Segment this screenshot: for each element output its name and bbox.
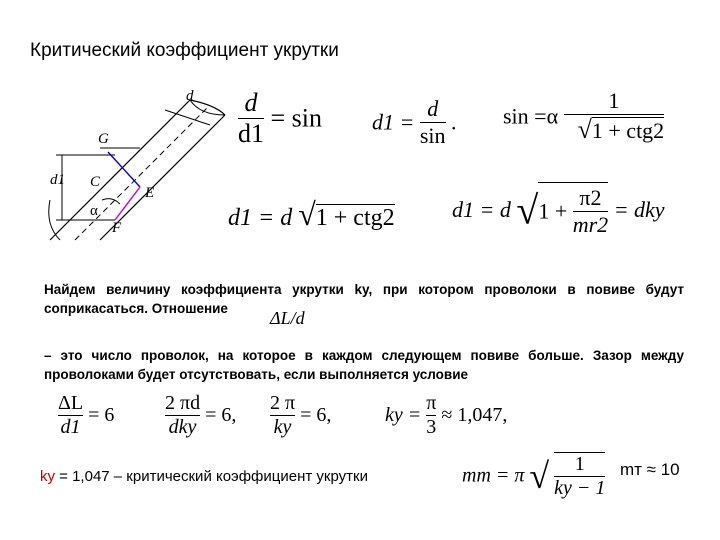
label-E: E	[145, 185, 155, 201]
mt-approx: mт ≈ 10	[620, 460, 680, 479]
c3-num: 2 π	[270, 392, 296, 414]
c4-lhs: ky =	[385, 404, 422, 426]
c4-rhs: ≈ 1,047,	[441, 404, 508, 426]
f3-radical: √1 + ctg2	[564, 114, 665, 145]
formula-2	[372, 96, 457, 149]
formula-1	[238, 88, 322, 149]
condition-3	[270, 392, 331, 439]
f1-numerator: d	[244, 88, 258, 117]
f3-lhs: sin =α	[503, 103, 559, 129]
f2-numerator: d	[427, 96, 439, 121]
f2-denominator: sin	[419, 123, 446, 148]
label-d1: d1	[50, 172, 65, 188]
condition-1	[58, 392, 114, 439]
mt-num: 1	[574, 453, 585, 475]
f4-lhs: d1 = d	[228, 205, 293, 231]
c3-den: ky	[270, 415, 295, 439]
mt-formula: mт = π √ $\frac{1}{ky - 1}$	[462, 453, 606, 499]
f5-frac-num: π2	[579, 185, 602, 210]
c3-rhs: = 6,	[300, 404, 332, 426]
formula-4: d1 = d √1 + ctg2	[228, 196, 395, 232]
c2-den: dky	[165, 415, 200, 439]
f4-radicand: 1 + ctg2	[315, 205, 395, 231]
label-d: d	[186, 88, 194, 104]
formula-5: d1 = d √1 + $\frac{\pi 2}{mr2}$ = dky	[452, 182, 665, 238]
label-F: F	[112, 220, 122, 236]
ratio-label: ΔL/d	[270, 308, 305, 328]
conclusion-k: kу	[40, 468, 55, 485]
mt-den: ky − 1	[554, 477, 606, 499]
mt-lhs: mт = π	[462, 464, 525, 487]
c2-rhs: = 6,	[205, 404, 237, 426]
condition-2	[165, 392, 236, 439]
f2-dot: .	[451, 109, 457, 135]
label-C: C	[90, 174, 101, 190]
f5-rhs: = dky	[613, 197, 665, 222]
c4-den: 3	[426, 416, 437, 438]
c2-num: 2 πd	[165, 392, 201, 414]
c1-den: d1	[58, 415, 83, 439]
label-alpha: α	[90, 203, 98, 219]
f3-numerator: 1	[608, 88, 620, 113]
f3-radicand: 1 + ctg2	[591, 118, 665, 143]
c1-rhs: = 6	[88, 404, 115, 426]
f1-rhs: = sin	[270, 103, 323, 133]
f5-lhs: d1 = d	[452, 197, 511, 222]
paragraph-1: Найдем величину коэффициента укрутки kу, при котором проволоки в повиве будут соприкасаться. Отношение	[44, 282, 684, 316]
c1-num: ΔL	[58, 392, 84, 414]
page-title: Критический коэффициент укрутки	[30, 40, 339, 61]
paragraph-2: – это число проволок, на которое в каждом следующем повиве больше. Зазор между проволоками будет отсутствовать, если выполняется условие	[44, 348, 684, 382]
f1-denominator: d1	[238, 119, 264, 148]
conclusion-text: = 1,047 – критический коэффициент укрутки	[55, 468, 368, 485]
conclusion	[40, 468, 368, 485]
formula-3	[503, 88, 664, 145]
label-G: G	[98, 131, 109, 147]
wire-diagram	[40, 90, 230, 250]
f5-frac-den: mr2	[572, 212, 609, 237]
f5-rad-a: 1 +	[538, 198, 568, 224]
c4-num: π	[426, 392, 437, 414]
condition-4	[385, 392, 507, 439]
f2-lhs: d1 =	[372, 109, 415, 135]
